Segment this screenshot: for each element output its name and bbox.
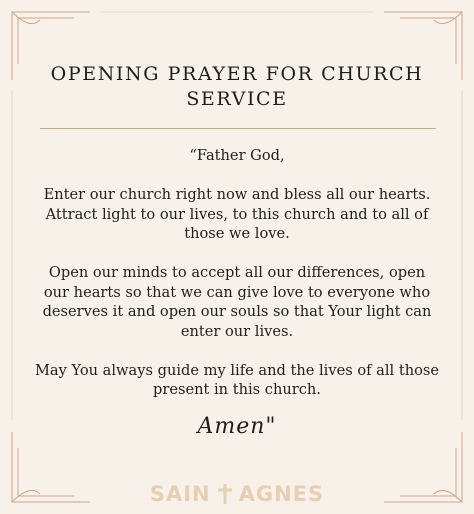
cross-icon bbox=[214, 482, 236, 506]
prayer-text bbox=[34, 146, 440, 419]
prayer-paragraph: May You always guide my life and the lives of all those present in this church. bbox=[34, 361, 440, 398]
prayer-paragraph: “Father God, bbox=[189, 147, 285, 164]
brand-logo bbox=[0, 482, 474, 506]
brand-text-left: SAIN bbox=[149, 482, 211, 506]
prayer-paragraph: Open our minds to accept all our differences, open our hearts so that we can give love to everyone who deserves it and open our souls so that Your light can enter our lives. bbox=[42, 264, 432, 340]
prayer-paragraph: Enter our church right now and bless all our hearts. Attract light to our lives, to this church and to all of those we love. bbox=[43, 186, 431, 242]
brand-text-right: AGNES bbox=[238, 482, 325, 506]
closing-amen: Amen" bbox=[197, 414, 277, 439]
title-divider bbox=[40, 128, 436, 129]
page-title: OPENING PRAYER FOR CHURCH SERVICE bbox=[50, 63, 424, 110]
